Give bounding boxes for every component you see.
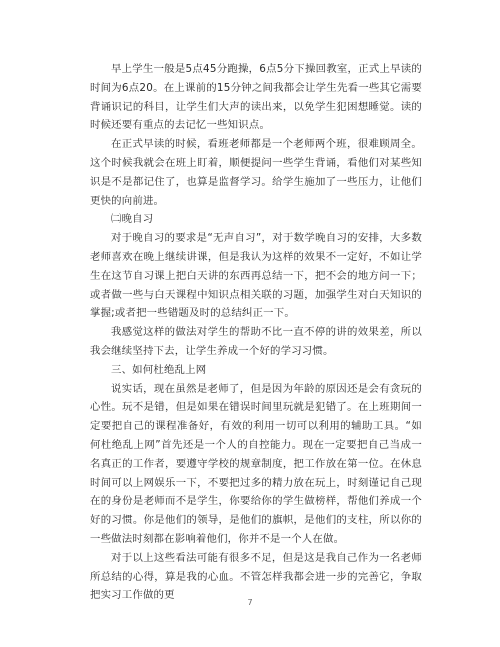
paragraph-morning-reading: 在正式早读的时候，看班老师都是一个老师两个班，很难顾周全。这个时候我就会在班上盯着，顺便提问一些学生背诵，看他们对某些知识是不是都记住了，也算是监督学习。给学生施加了一些压力，让他们更快的向前进。 [90, 138, 422, 207]
paragraph-evening-study: 对于晚自习的要求是“无声自习”，对于数学晚自习的安排，大多数老师喜欢在晚上继续讲课，但是我认为这样的效果不一定好，不如让学生在这节自习课上把白天讲的东西再总结一下，把不会的地方问一下；或者做一些与白天课程中知识点相关联的习题，加强学生对白天知识的掌握;或者把一些错题及时的总结纠正一下。 [90, 232, 422, 320]
paragraph-closing: 对于以上这些看法可能有很多不足，但是这是我自己作为一名老师所总结的心得，算是我的心血。不管怎样我都会进一步的完善它，争取把实习工作做的更 [90, 551, 422, 602]
paragraph-internet-control: 说实话，现在虽然是老师了，但是因为年龄的原因还是会有贪玩的心性。玩不是错，但是如果在错误时间里玩就是犯错了。在上班期间一定要把自己的课程准备好，有效的利用一切可以利用的辅助工具。“如何杜绝乱上网”首先还是一个人的自控能力。现在一定要把自己当成一名真正的工作者，要遵守学校的规章制度，把工作放在第一位。在休息时间可以上网娱乐一下，不要把过多的精力放在玩上，时刻谨记自己现在的身份是老师而不是学生，你要给你的学生做榜样，帮他们养成一个好的习惯。你是他们的领导，是他们的旗帜，是他们的支柱，所以你的一些做法时刻都在影响着他们，你并不是一个人在做。 [90, 382, 422, 545]
heading-internet-control: 三、如何杜绝乱上网 [111, 363, 207, 376]
paragraph-evening-conclusion: 我感觉这样的做法对学生的帮助不比一直不停的讲的效果差，所以我会继续坚持下去，让学生养成一个好的学习习惯。 [90, 326, 422, 357]
page-body [90, 60, 422, 605]
paragraph-morning-schedule: 早上学生一般是5点45分跑操，6点5分下操回教室，正式上早读的时间为6点20。在上课前的15分钟之间我都会让学生先看一些其它需要背诵识记的科目，让学生们大声的读出来，以免学生犯困想睡觉。读的时候还要有重点的去记忆一些知识点。 [90, 63, 422, 132]
page-number: 7 [247, 598, 253, 607]
heading-evening-study: ㈡晚自习 [111, 213, 154, 226]
